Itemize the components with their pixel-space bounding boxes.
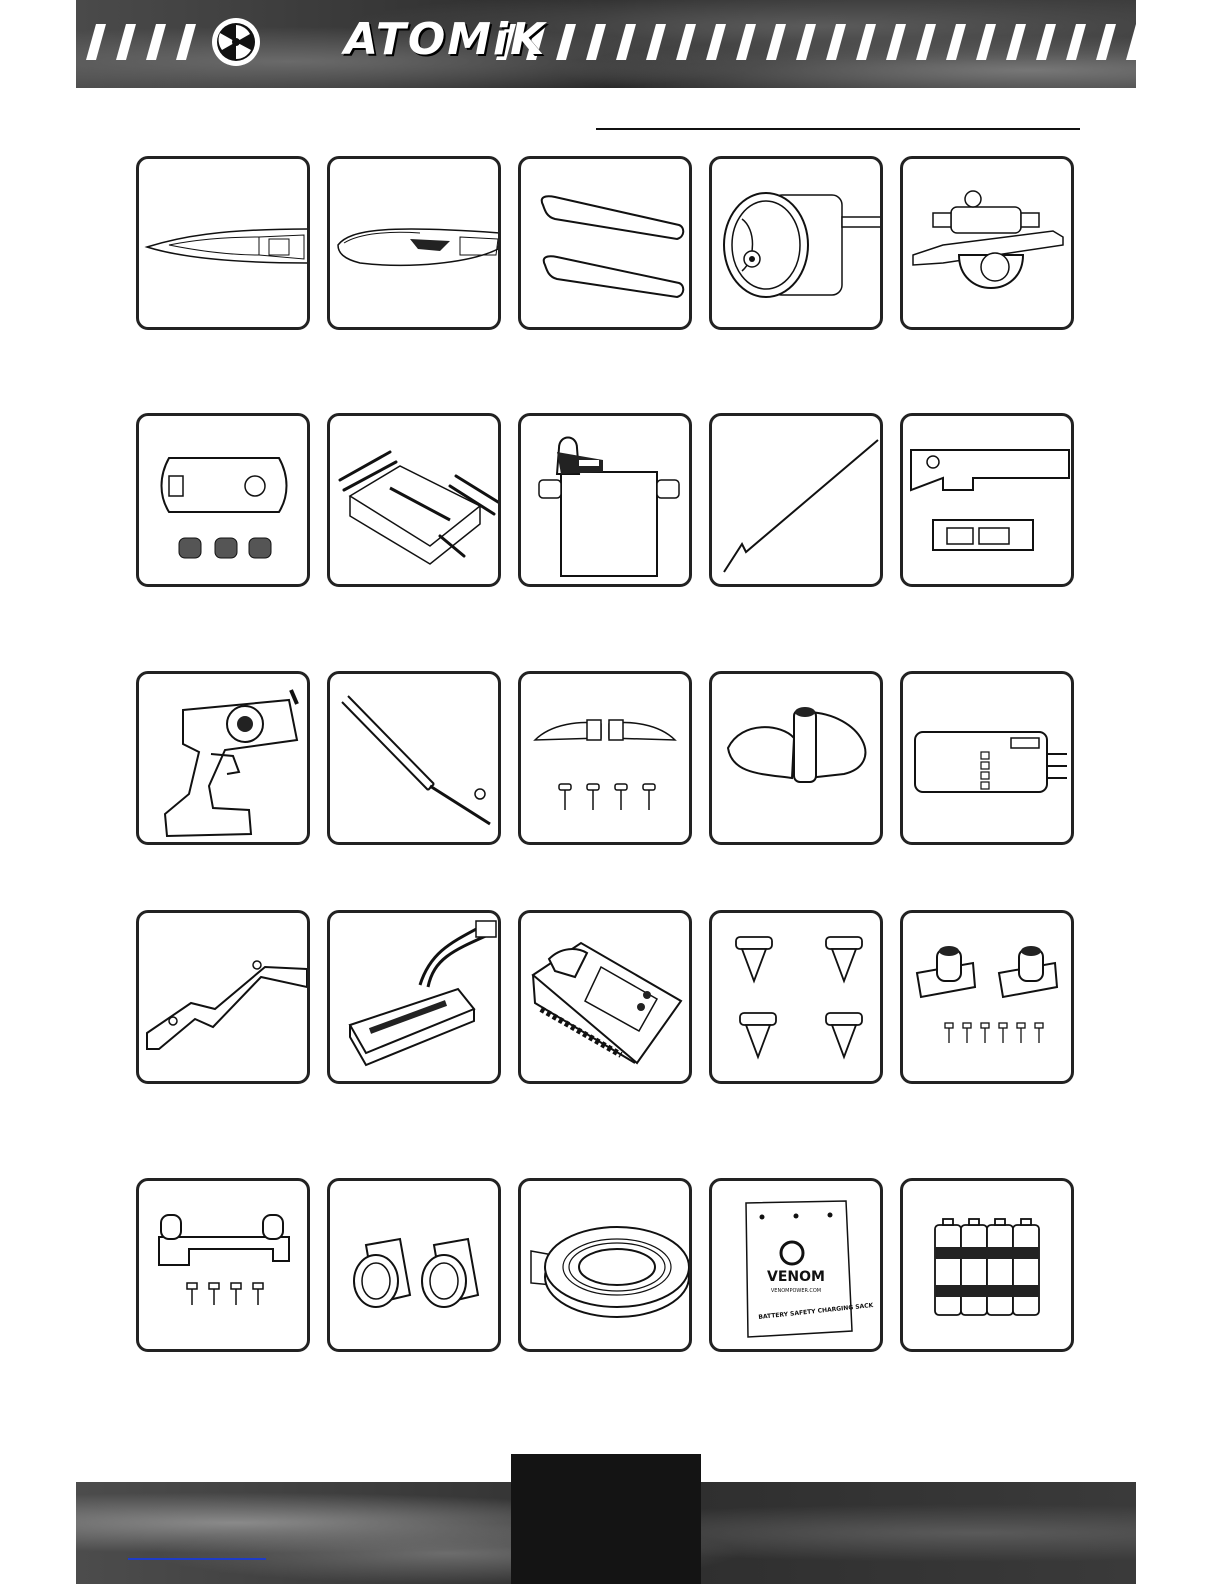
part-tile-stuffing-tube-mount [900,156,1074,330]
sack-url-text: VENOMPOWER.COM [770,1288,822,1294]
part-tile-trim-tabs [518,671,692,845]
stuffing-tube-mount-icon [903,159,1071,327]
lipo-battery-pack-icon [330,913,498,1081]
part-tile-rudder-bracket [136,1178,310,1352]
part-tile-pushrod [709,413,883,587]
part-tile-hull-side [327,156,501,330]
part-tile-drive-shaft [327,671,501,845]
motor-with-cooling-coil-icon [712,159,880,327]
part-tile-hatch-gaskets [518,156,692,330]
sack-caption-text: BATTERY SAFETY CHARGING SACK [758,1301,874,1322]
hull-side-icon [330,159,498,327]
part-tile-esc [327,413,501,587]
water-outlets-with-screws-icon [903,913,1071,1081]
rudder-and-holder-icon [903,416,1071,584]
steering-servo-icon [521,416,689,584]
trim-tabs-with-screws-icon [521,674,689,842]
coupler-with-set-screws-icon [139,416,307,584]
rudder-bracket-with-screws-icon [139,1181,307,1349]
part-tile-transmitter [136,671,310,845]
part-tile-silicone-tubes [327,1178,501,1352]
silicone-tubes-icon [330,1181,498,1349]
part-tile-stand-pins [709,910,883,1084]
turn-fin-icon [139,913,307,1081]
propeller-icon [712,674,880,842]
part-tile-water-outlets [900,910,1074,1084]
part-tile-tape-roll [518,1178,692,1352]
part-tile-lipo-battery [327,910,501,1084]
esc-with-wires-icon [330,416,498,584]
sack-brand-text: VENOM [767,1269,825,1285]
part-tile-hull-top [136,156,310,330]
brand-logo-text: ATOMiK [344,14,547,65]
part-tile-charger [518,910,692,1084]
battery-charger-icon [521,913,689,1081]
flex-cable-drive-shaft-icon [330,674,498,842]
part-tile-receiver [900,671,1074,845]
part-tile-aa-batteries [900,1178,1074,1352]
part-tile-propeller [709,671,883,845]
tape-roll-icon [521,1181,689,1349]
battery-safety-charging-sack-icon [712,1181,880,1349]
part-tile-charging-sack [709,1178,883,1352]
transmitter-icon [139,674,307,842]
part-tile-coupler [136,413,310,587]
boat-stand-pins-icon [712,913,880,1081]
footer-link-underline[interactable] [128,1558,266,1560]
header-banner [76,0,1136,88]
aa-batteries-icon [903,1181,1071,1349]
section-title-rule [596,128,1080,130]
part-tile-turn-fin [136,910,310,1084]
hatch-gasket-seals-icon [521,159,689,327]
part-tile-rudder [900,413,1074,587]
atomik-radiation-logo-icon [212,18,260,66]
hazard-stripes [76,0,1136,88]
page-number-tab [511,1454,701,1584]
hull-top-icon [139,159,307,327]
part-tile-motor [709,156,883,330]
receiver-icon [903,674,1071,842]
part-tile-servo [518,413,692,587]
rudder-pushrod-icon [712,416,880,584]
